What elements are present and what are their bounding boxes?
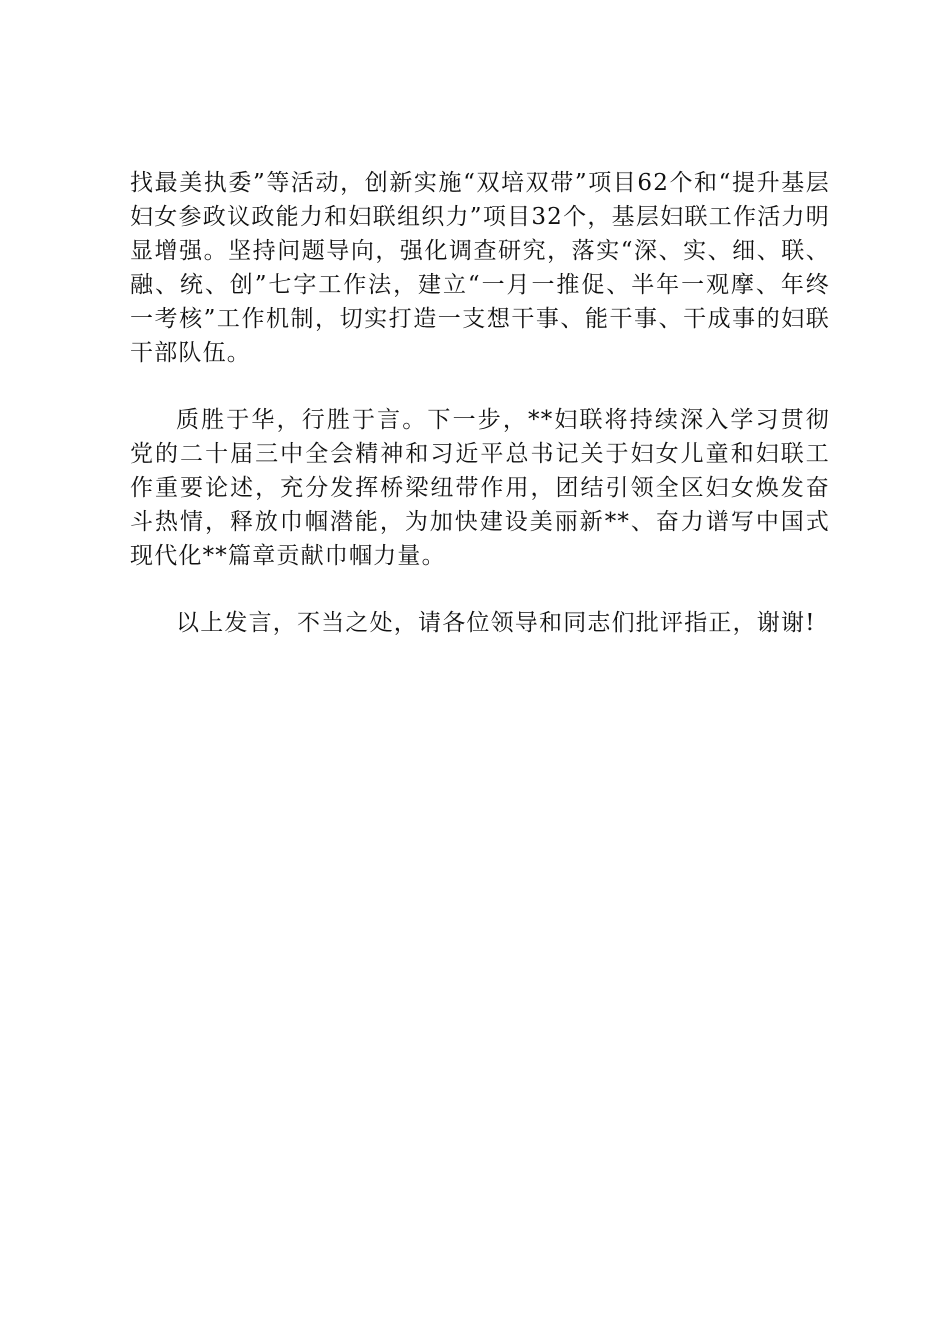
paragraph-next-steps: 质胜于华，行胜于言。下一步，**妇联将持续深入学习贯彻党的二十届三中全会精神和习近平总书记关于妇女儿童和妇联工作重要论述，充分发挥桥梁纽带作用，团结引领全区妇女焕发奋斗热情，释放巾帼潜能，为加快建设美丽新**、奋力谱写中国式现代化**篇章贡献巾帼力量。	[130, 407, 830, 569]
document-body	[130, 166, 830, 673]
paragraph-continuation: 找最美执委”等活动，创新实施“双培双带”项目62个和“提升基层妇女参政议政能力和妇联组织力”项目32个，基层妇联工作活力明显增强。坚持问题导向，强化调查研究，落实“深、实、细、联、融、统、创”七字工作法，建立“一月一推促、半年一观摩、年终一考核”工作机制，切实打造一支想干事、能干事、干成事的妇联干部队伍。	[130, 170, 830, 366]
paragraph-closing: 以上发言，不当之处，请各位领导和同志们批评指正，谢谢!	[176, 610, 816, 636]
